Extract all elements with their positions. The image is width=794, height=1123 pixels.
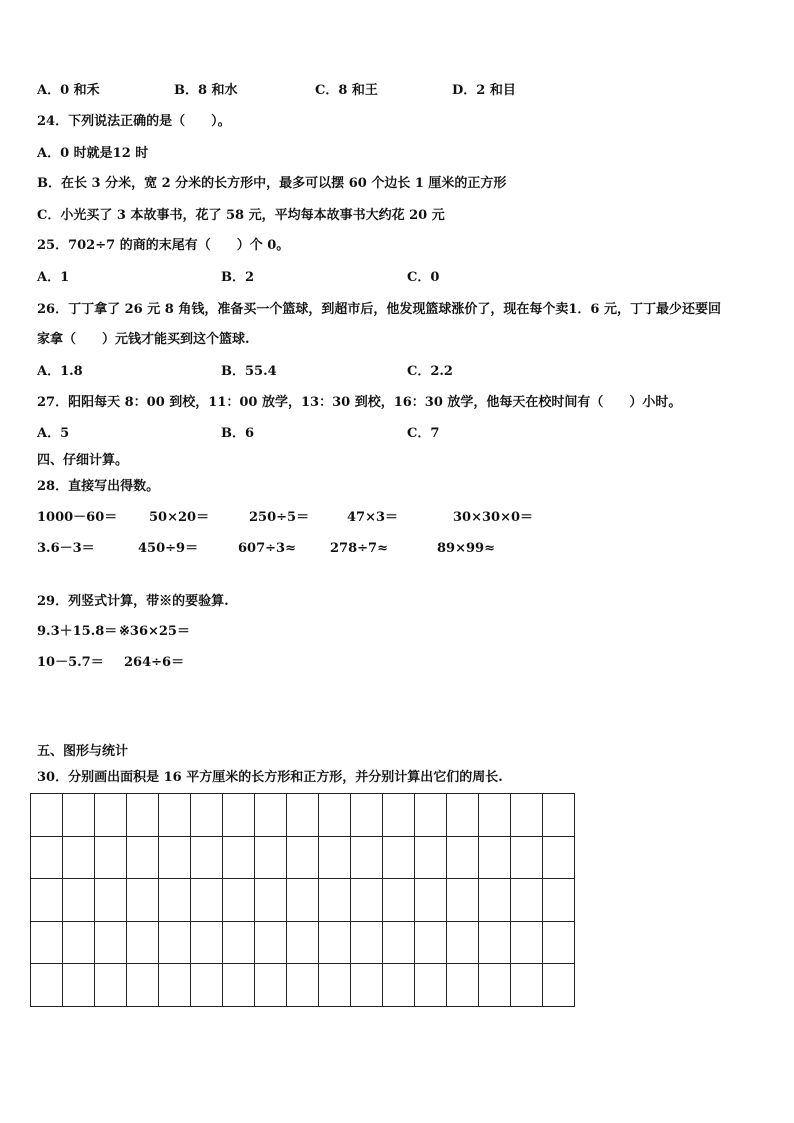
grid-cell[interactable] — [479, 964, 511, 1007]
grid-row — [31, 836, 575, 879]
q29-r1-item: ※36×25＝ — [119, 624, 190, 639]
q26-stem-line2: 家拿（ ）元钱才能买到这个篮球. — [37, 332, 250, 347]
grid-cell[interactable] — [479, 921, 511, 964]
grid-cell[interactable] — [127, 794, 159, 837]
grid-cell[interactable] — [63, 964, 95, 1007]
grid-cell[interactable] — [383, 794, 415, 837]
q24-option-a: A．0 时就是12 时 — [37, 146, 149, 161]
grid-cell[interactable] — [255, 794, 287, 837]
q23-option-d: D．2 和目 — [452, 83, 516, 98]
grid-row — [31, 794, 575, 837]
grid-cell[interactable] — [63, 794, 95, 837]
grid-cell[interactable] — [255, 879, 287, 922]
grid-cell[interactable] — [383, 836, 415, 879]
grid-cell[interactable] — [447, 879, 479, 922]
grid-cell[interactable] — [319, 794, 351, 837]
grid-cell[interactable] — [127, 836, 159, 879]
grid-cell[interactable] — [255, 836, 287, 879]
grid-cell[interactable] — [287, 964, 319, 1007]
grid-cell[interactable] — [351, 921, 383, 964]
q27-stem: 27．阳阳每天 8：00 到校，11：00 放学，13：30 到校，16：30 放学，他每天在校时间有（ ）小时。 — [37, 395, 682, 410]
grid-cell[interactable] — [543, 794, 575, 837]
q28-r2-item: 3.6－3＝ — [37, 541, 95, 556]
q25-option-b: B．2 — [221, 270, 255, 285]
q27-option-c: C．7 — [407, 426, 440, 441]
q24-option-b: B．在长 3 分米，宽 2 分米的长方形中，最多可以摆 60 个边长 1 厘米的正方形 — [37, 176, 507, 191]
q23-option-c: C．8 和王 — [315, 83, 378, 98]
grid-cell[interactable] — [511, 794, 543, 837]
q28-r1-item: 1000－60＝ — [37, 510, 118, 525]
grid-cell[interactable] — [159, 964, 191, 1007]
q28-r1-item: 250÷5＝ — [249, 510, 310, 525]
grid-cell[interactable] — [415, 921, 447, 964]
grid-cell[interactable] — [159, 879, 191, 922]
grid-cell[interactable] — [191, 836, 223, 879]
grid-cell[interactable] — [63, 879, 95, 922]
grid-cell[interactable] — [351, 794, 383, 837]
grid-cell[interactable] — [223, 921, 255, 964]
grid-cell[interactable] — [319, 836, 351, 879]
section5-title: 五、图形与统计 — [37, 744, 129, 759]
grid-cell[interactable] — [479, 794, 511, 837]
grid-cell[interactable] — [319, 964, 351, 1007]
q28-r2-item: 89×99≈ — [437, 541, 495, 556]
section4-title: 四、仔细计算。 — [37, 453, 129, 468]
grid-cell[interactable] — [95, 879, 127, 922]
grid-cell[interactable] — [63, 836, 95, 879]
grid-cell[interactable] — [415, 964, 447, 1007]
grid-cell[interactable] — [383, 964, 415, 1007]
q23-option-b: B．8 和水 — [174, 83, 238, 98]
grid-cell[interactable] — [95, 921, 127, 964]
grid-cell[interactable] — [191, 794, 223, 837]
grid-cell[interactable] — [511, 964, 543, 1007]
grid-cell[interactable] — [127, 964, 159, 1007]
q26-option-b: B．55.4 — [221, 364, 277, 379]
grid-cell[interactable] — [543, 836, 575, 879]
grid-cell[interactable] — [319, 921, 351, 964]
grid-cell[interactable] — [447, 921, 479, 964]
grid-cell[interactable] — [287, 836, 319, 879]
q28-r1-item: 50×20＝ — [149, 510, 210, 525]
q27-option-a: A．5 — [37, 426, 70, 441]
q29-r1-item: 9.3＋15.8＝ — [37, 624, 118, 639]
grid-cell[interactable] — [511, 921, 543, 964]
q28-r2-item: 278÷7≈ — [330, 541, 388, 556]
grid-cell[interactable] — [511, 879, 543, 922]
grid-cell[interactable] — [191, 964, 223, 1007]
grid-cell[interactable] — [351, 836, 383, 879]
q30-stem: 30．分别画出面积是 16 平方厘米的长方形和正方形，并分别计算出它们的周长. — [37, 770, 503, 785]
grid-cell[interactable] — [287, 879, 319, 922]
grid-cell[interactable] — [159, 794, 191, 837]
q27-option-b: B．6 — [221, 426, 255, 441]
grid-cell[interactable] — [255, 964, 287, 1007]
q28-stem: 28．直接写出得数。 — [37, 479, 160, 494]
grid-cell[interactable] — [223, 836, 255, 879]
grid-cell[interactable] — [31, 964, 63, 1007]
q23-option-a: A．0 和禾 — [37, 83, 100, 98]
q28-r2-item: 607÷3≈ — [238, 541, 296, 556]
grid-cell[interactable] — [191, 921, 223, 964]
grid-cell[interactable] — [223, 794, 255, 837]
grid-cell[interactable] — [127, 921, 159, 964]
q26-option-c: C．2.2 — [407, 364, 453, 379]
grid-cell[interactable] — [543, 964, 575, 1007]
grid-cell[interactable] — [223, 879, 255, 922]
grid-row — [31, 921, 575, 964]
grid-cell[interactable] — [287, 921, 319, 964]
grid-cell[interactable] — [415, 879, 447, 922]
grid-cell[interactable] — [95, 964, 127, 1007]
grid-cell[interactable] — [479, 836, 511, 879]
q25-stem: 25．702÷7 的商的末尾有（ ）个 0。 — [37, 238, 290, 253]
grid-cell[interactable] — [255, 921, 287, 964]
q28-r1-item: 47×3＝ — [347, 510, 399, 525]
grid-cell[interactable] — [415, 836, 447, 879]
grid-cell[interactable] — [127, 879, 159, 922]
grid-cell[interactable] — [191, 879, 223, 922]
grid-cell[interactable] — [31, 921, 63, 964]
grid-cell[interactable] — [543, 921, 575, 964]
q29-r2-item: 10－5.7＝ — [37, 655, 104, 670]
grid-cell[interactable] — [319, 879, 351, 922]
grid-cell[interactable] — [63, 921, 95, 964]
grid-cell[interactable] — [447, 794, 479, 837]
q26-stem-line1: 26．丁丁拿了 26 元 8 角钱，准备买一个篮球，到超市后，他发现篮球涨价了，现在每个卖1．6 元，丁丁最少还要回 — [37, 302, 721, 317]
grid-row — [31, 879, 575, 922]
q29-stem: 29．列竖式计算，带※的要验算. — [37, 594, 229, 609]
drawing-grid[interactable] — [30, 793, 575, 1007]
grid-cell[interactable] — [31, 836, 63, 879]
grid-cell[interactable] — [95, 794, 127, 837]
q25-option-c: C．0 — [407, 270, 440, 285]
q28-r2-item: 450÷9＝ — [138, 541, 199, 556]
grid-cell[interactable] — [479, 879, 511, 922]
grid-cell[interactable] — [31, 794, 63, 837]
grid-cell[interactable] — [159, 836, 191, 879]
grid-cell[interactable] — [383, 921, 415, 964]
grid-cell[interactable] — [447, 964, 479, 1007]
q26-option-a: A．1.8 — [37, 364, 83, 379]
grid-cell[interactable] — [159, 921, 191, 964]
q25-option-a: A．1 — [37, 270, 70, 285]
grid-cell[interactable] — [447, 836, 479, 879]
q24-stem: 24．下列说法正确的是（ ）。 — [37, 114, 231, 129]
grid-cell[interactable] — [95, 836, 127, 879]
grid-row — [31, 964, 575, 1007]
grid-cell[interactable] — [415, 794, 447, 837]
grid-cell[interactable] — [543, 879, 575, 922]
grid-cell[interactable] — [351, 879, 383, 922]
q28-r1-item: 30×30×0＝ — [453, 510, 534, 525]
q29-r2-item: 264÷6＝ — [124, 655, 185, 670]
grid-cell[interactable] — [31, 879, 63, 922]
grid-cell[interactable] — [223, 964, 255, 1007]
grid-cell[interactable] — [351, 964, 383, 1007]
q24-option-c: C．小光买了 3 本故事书，花了 58 元，平均每本故事书大约花 20 元 — [37, 208, 445, 223]
grid-cell[interactable] — [511, 836, 543, 879]
grid-cell[interactable] — [383, 879, 415, 922]
grid-cell[interactable] — [287, 794, 319, 837]
